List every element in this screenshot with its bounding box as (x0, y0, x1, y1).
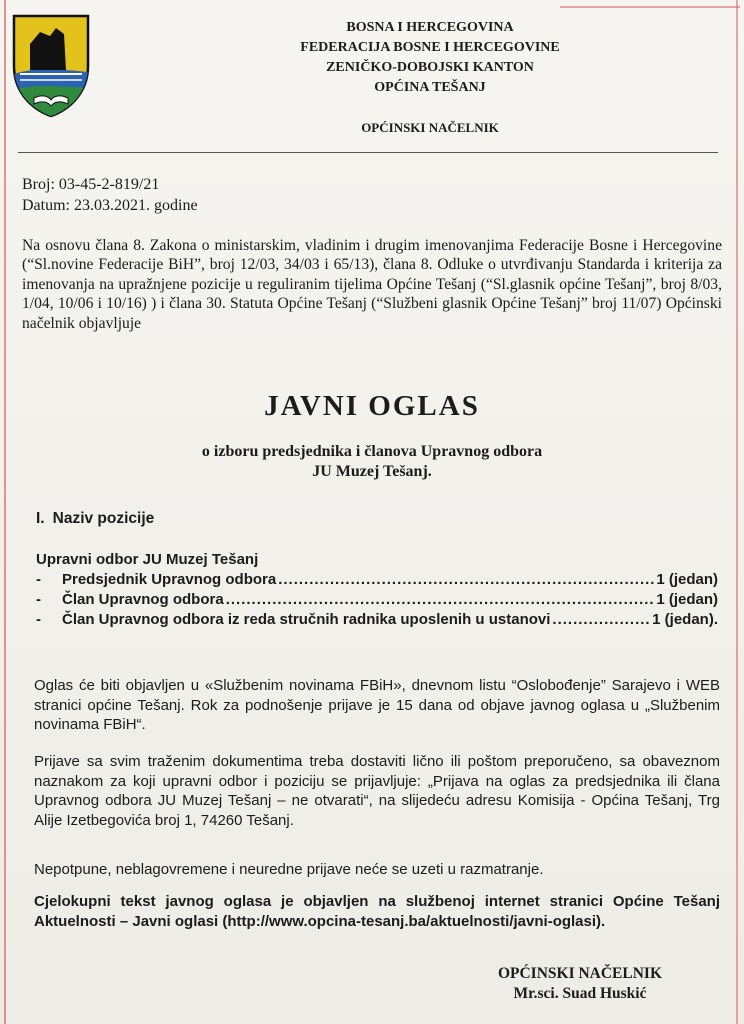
leader-dots (552, 610, 650, 630)
subtitle-line-1: o izboru predsjednika i članova Upravnog odbora (201, 443, 543, 460)
section-label: Naziv pozicije (52, 510, 155, 527)
position-label: Član Upravnog odbora iz reda stručnih radnika uposlenih u ustanovi (62, 611, 551, 628)
position-row (36, 590, 718, 610)
incomplete-applications-paragraph: Nepotpune, neblagovremene i neuredne prijave neće se uzeti u razmatranje. (34, 861, 544, 878)
header-country: BOSNA I HERCEGOVINA (346, 20, 514, 35)
header-municipality: OPĆINA TEŠANJ (374, 80, 486, 95)
position-label: Član Upravnog odbora (62, 591, 224, 608)
position-dash: - (36, 571, 41, 588)
header-office: OPĆINSKI NAČELNIK (361, 120, 499, 135)
margin-line-top (560, 6, 740, 8)
publication-paragraph: Oglas će biti objavljen u «Službenim novinama FBiH», dnevnom listu “Oslobođenje” Sarajevo i WEB stranici općine Tešanj. Rok za podnošenje prijave je 15 dana od objave javnog oglasa u „Službenim novinama FBiH“. (34, 677, 720, 733)
document-title: JAVNI OGLAS (264, 390, 480, 422)
legal-basis-paragraph: Na osnovu člana 8. Zakona o ministarskim, vladinim i drugim imenovanjima Federacije Bosne i Hercegovine (“Sl.novine Federacije BiH”, broj 12/03, 34/03 i 65/13), člana 8. Odluke o utvrđivanju Standarda i kriterija za imenovanja na upražnjene pozicije u reguliranim tijelima Općine Tešanj (“Sl.glasnik općine Tešanj”, broj 8/03, 1/04, 10/06 i 10/16) ) i člana 30. Statuta Općine Tešanj (“Službeni glasnik Općine Tešanj” broj 11/07) Općinski načelnik objavljuje (22, 237, 722, 332)
position-row (36, 570, 718, 590)
document-number: Broj: 03-45-2-819/21 (22, 176, 160, 193)
document-meta (22, 174, 198, 216)
positions-list (36, 550, 718, 630)
position-dash: - (36, 591, 41, 608)
full-text-paragraph: Cjelokupni tekst javnog oglasa je objavljen na službenoj internet stranici Općine Tešanj Aktuelnosti – Javni oglasi (http://www.opcina-tesanj.ba/aktuelnosti/javni-oglasi). (34, 893, 720, 930)
margin-line-left (4, 0, 6, 1024)
subtitle-line-2: JU Muzej Tešanj. (312, 463, 432, 480)
margin-line-right (736, 0, 738, 1024)
board-title: Upravni odbor JU Muzej Tešanj (36, 551, 259, 568)
position-count: 1 (jedan). (652, 611, 718, 628)
leader-dots (226, 590, 655, 610)
position-dash: - (36, 611, 41, 628)
header-canton: ZENIČKO-DOBOJSKI KANTON (326, 60, 534, 75)
section-heading (36, 510, 162, 528)
document-date: Datum: 23.03.2021. godine (22, 197, 198, 214)
header-federation: FEDERACIJA BOSNE I HERCEGOVINE (300, 40, 560, 55)
position-row (36, 610, 718, 630)
document-header (250, 18, 610, 138)
section-number: I. (36, 510, 45, 527)
signature-title: OPĆINSKI NAČELNIK (497, 965, 663, 982)
leader-dots (278, 570, 654, 590)
signature-block (470, 964, 690, 1004)
signature-name: Mr.sci. Suad Huskić (513, 985, 647, 1002)
coat-of-arms-icon (12, 14, 90, 118)
header-divider (18, 152, 718, 153)
document-subtitle (0, 442, 744, 482)
submission-paragraph: Prijave sa svim traženim dokumentima treba dostaviti lično ili poštom preporučeno, sa obaveznom naznakom za koji upravni odbor i poziciju se prijavljuje: „Prijava na oglas za predsjednika ili člana Upravnog odbora JU Muzej Tešanj – ne otvarati“, na slijedeću adresu Komisija - Općina Tešanj, Trg Alije Izetbegovića broj 1, 74260 Tešanj. (34, 753, 720, 829)
position-count: 1 (jedan) (656, 591, 718, 608)
position-label: Predsjednik Upravnog odbora (62, 571, 277, 588)
position-count: 1 (jedan) (656, 571, 718, 588)
